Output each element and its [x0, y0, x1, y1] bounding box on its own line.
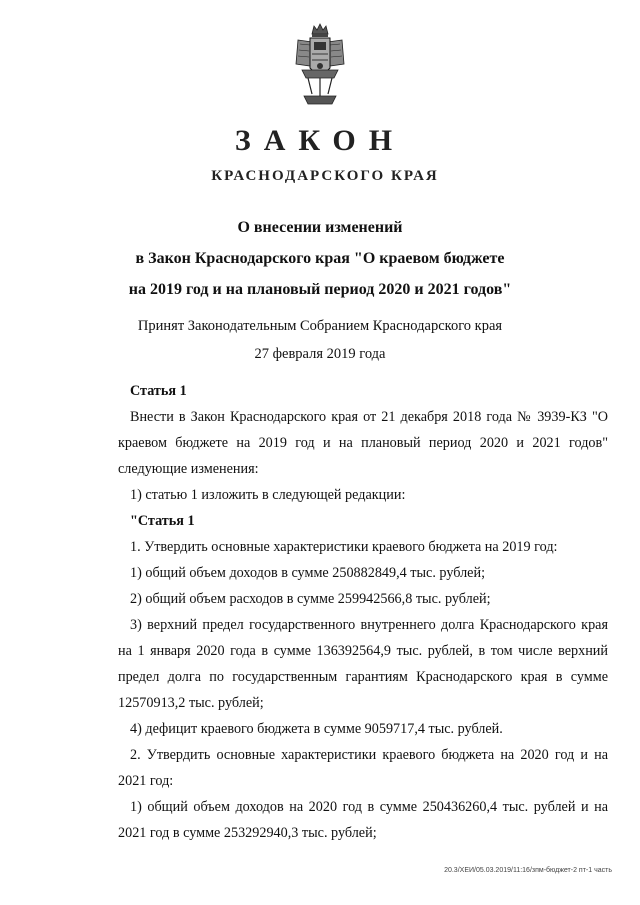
paragraph: 1) общий объем доходов на 2020 год в сумме 250436260,4 тыс. рублей и на 2021 год в сумме 253292940,3 тыс. рублей;: [118, 799, 608, 841]
adoption-info: [0, 312, 640, 368]
paragraph: 2) общий объем расходов в сумме 259942566,8 тыс. рублей;: [130, 591, 491, 607]
article-title: Статья 1: [130, 383, 187, 399]
law-heading: [0, 212, 640, 305]
coat-of-arms-icon: [290, 20, 350, 106]
law-body: [118, 378, 608, 846]
paragraph: Внести в Закон Краснодарского края от 21 декабря 2018 года № 3939-КЗ "О краевом бюджете на 2019 год и на плановый период 2020 и 2021 годов" следующие изменения:: [118, 409, 608, 477]
heading-line: О внесении изменений: [237, 219, 403, 236]
law-subtitle: КРАСНОДАРСКОГО КРАЯ: [211, 168, 439, 184]
heading-line: в Закон Краснодарского края "О краевом бюджете: [135, 250, 505, 267]
paragraph: 3) верхний предел государственного внутреннего долга Краснодарского края на 1 января 2020 года в сумме 136392564,9 тыс. рублей, в том числе верхний предел долга по государственным гарантиям Краснодарского края в сумме 12570913,2 тыс. рублей;: [118, 617, 608, 711]
paragraph: 1) статью 1 изложить в следующей редакции:: [130, 487, 406, 503]
law-title: ЗАКОН: [234, 124, 406, 157]
paragraph: 1) общий объем доходов в сумме 250882849,4 тыс. рублей;: [130, 565, 486, 581]
paragraph: 2. Утвердить основные характеристики краевого бюджета на 2020 год и на 2021 год:: [118, 747, 608, 789]
heading-line: на 2019 год и на плановый период 2020 и 2021 годов": [128, 281, 512, 298]
quoted-article-title: "Статья 1: [130, 513, 195, 529]
adoption-date: 27 февраля 2019 года: [254, 346, 386, 362]
paragraph: 1. Утвердить основные характеристики краевого бюджета на 2019 год:: [130, 539, 558, 555]
document-footer-code: 20.3/ХЕИ/05.03.2019/11:16/зпм-бюджет-2 пт-1 часть: [444, 867, 612, 874]
paragraph: 4) дефицит краевого бюджета в сумме 9059717,4 тыс. рублей.: [130, 721, 503, 737]
adoption-body: Принят Законодательным Собранием Краснодарского края: [137, 318, 503, 334]
